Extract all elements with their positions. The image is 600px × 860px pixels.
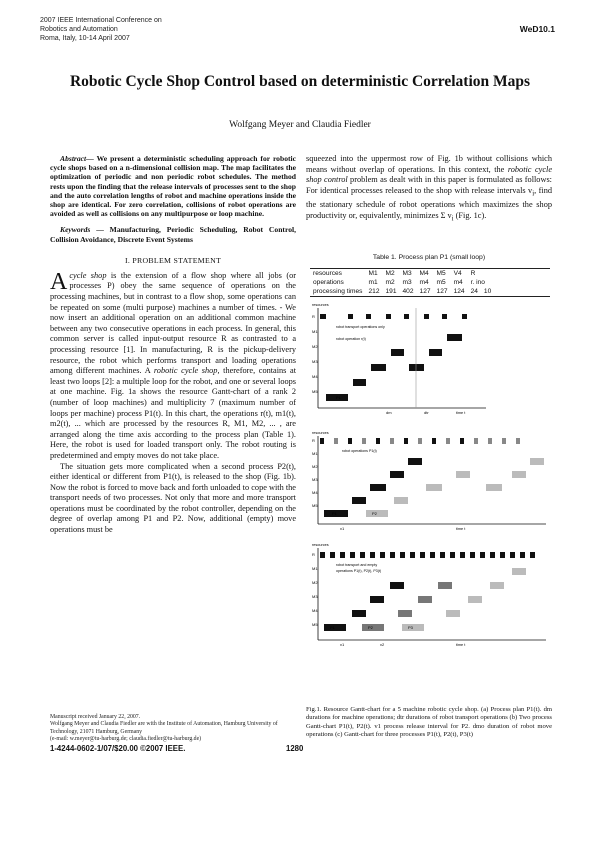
gantt-bar [420,552,425,558]
axis-y-label: resources [312,303,329,307]
table-cell: 212 [368,288,380,295]
table-cell: r. ino [470,279,485,286]
gantt-bar [408,458,422,465]
row-label-r: R [312,438,315,443]
panel-a-label-dm: dm [386,410,392,415]
panel-c-label-v2: v2 [380,642,385,647]
gantt-bar [490,582,504,589]
gantt-bar [324,624,346,631]
table-cell: m4 [419,279,429,286]
row-label-m2: M2 [312,344,318,349]
gantt-bar [432,438,436,444]
gantt-bar [390,552,395,558]
row-label-r: R [312,552,315,557]
keywords-label: Keywords [60,225,91,235]
table-cell: R [470,270,476,277]
table-cell: V4 [453,270,462,277]
figure-caption: Fig.1. Resource Gantt-chart for a 5 machine robotic cycle shop. (a) Process plan P1(t). dm durations for machine operations; dtr durations of robot transport operations (b) Two process Gantt-chart P1(t), P2(t). v1 process release interval for P2. dmo duration of robot move operations (c) Gantt-chart for three processes P1(t), P2(t), P3(t) [306,706,552,739]
panel-c-label-v1: v1 [340,642,345,647]
gantt-bar [512,568,526,575]
table-cell: 127 [436,288,448,295]
axis-x-label: time t [456,643,466,647]
gantt-bar [391,349,404,356]
gantt-bar [530,552,535,558]
table-cell: 402 [402,288,414,295]
footnotes [50,714,296,744]
gantt-bar [409,364,424,371]
row-label-m1: M1 [312,329,318,334]
gantt-bar [470,552,475,558]
panel-c-note-2: operations P1(t), P2(t), P3(t) [336,569,382,573]
row-labels-a [312,314,318,394]
page-number: 1280 [286,744,304,753]
row-labels-c [312,552,318,627]
right-paragraph [306,154,552,225]
gantt-bar [447,334,462,341]
panel-c-note-1: robot transport and empty [336,563,378,567]
panel-b-label-p2: P2 [372,511,377,516]
gantt-panel-a [312,303,486,415]
keywords [50,225,296,243]
gantt-bar [370,484,386,491]
robot-row-c [320,552,535,558]
table-cell: m2 [385,279,395,286]
gantt-bar [510,552,515,558]
footnote-affiliation: Wolfgang Meyer and Claudia Fiedler are with the Institute of Automation, Hamburg University of Technology, 21071 Hamburg, Germany [50,721,278,735]
gantt-bar [370,552,375,558]
row-label-m4: M4 [312,490,318,495]
table-row [310,287,494,296]
table-cell: 191 [385,288,397,295]
table-cell: M2 [385,270,395,277]
table-row [310,278,494,287]
panel-b-label-v1: v1 [340,526,345,531]
gantt-bar [366,510,388,517]
gantt-bar [500,552,505,558]
axis-x-label: time t [456,411,466,415]
right-column [306,154,552,225]
gantt-bar [320,314,326,319]
row-label-m4: M4 [312,608,318,613]
paper-title: Robotic Cycle Shop Control based on deterministic Correlation Maps [69,73,531,90]
row-label-m2: M2 [312,464,318,469]
gantt-bar [410,552,415,558]
gantt-bar [330,552,335,558]
row-label-m1: M1 [312,451,318,456]
footnote-received: Manuscript received January 22, 2007. [50,714,141,720]
paper-authors: Wolfgang Meyer and Claudia Fiedler [229,120,371,130]
gantt-bar [486,484,502,491]
gantt-bar [440,552,445,558]
gantt-bar [360,552,365,558]
axis-x-label: time t [456,527,466,531]
panel-a-note-2: robot operation r(t) [336,337,366,341]
subscript: i [532,190,535,198]
row-label-m3: M3 [312,477,318,482]
conference-header [40,16,162,43]
panel-b-label-p1: P1 [332,511,337,516]
panel-c-label-p1: P1 [330,625,335,630]
table-row [310,269,494,278]
process-plan-table [310,268,550,297]
gantt-bar [426,484,442,491]
section1-paragraph-1 [50,268,296,462]
table-cell: M5 [436,270,446,277]
table-cell: M1 [368,270,378,277]
gantt-bar [468,596,482,603]
abstract-text: — We present a deterministic scheduling approach for robotic cycle shops based on a n-dimensional collision map. The map facilitates the optimization of periodic and non periodic robot schedules. The method rests upon the finding that the release intervals of processes sent to the shop and the auto correlation lengths of robot and machine operations inside the shop are identical. For zero correlation, collisions of robot operations are avoided as well as collisions on any multipurpose or loop machine. [50,154,296,219]
panel-c-label-p3: P3 [408,625,413,630]
gantt-bar [404,438,408,444]
axis-y-label: resources [312,543,329,547]
gantt-bar [390,582,404,589]
robotic-cycle-shop-term: robotic cycle shop [153,366,218,376]
table-cell: 10 [483,288,492,295]
paragraph-text: , therefore, contains at least two loops [2]: a multiple loop for the robot, and one or several loops at one machine. Fig. 1a shows the resource Gantt-chart of a rank 2 (number of loop machines) and multiplicity 7 (maximum number of loops per machine) process P1(t). In this chart, the operations r(t), m1(t), m2(t), ... which are processed by the resources R, M1, M2, ... , are arranged along the time axis according to the process plan (Table 1). Here, the robot is used for loaded transport only. The robot routing is predetermined and empty moves do not take place. [50,366,296,460]
panel-b-note: robot operations P1(t) [342,449,377,453]
gantt-bar [429,349,442,356]
gantt-bar [456,471,470,478]
abstract-label: Abstract [60,154,87,163]
gantt-bar [386,314,391,319]
paragraph-text: problem as dealt with in this paper is formulated as follows: For identical processes released to the shop with release intervals v [306,175,552,195]
gantt-bar [390,471,404,478]
table-cell: m5 [436,279,446,286]
table-cell: 24 [470,288,478,295]
gantt-bar [490,552,495,558]
panel-c-label-p2: P2 [368,625,373,630]
table-cell: operations [313,279,344,286]
section-heading: I. PROBLEM STATEMENT [124,255,222,265]
footnote-email: (e-mail: w.meyer@tu-harburg.de; claudia.fiedler@tu-harburg.de) [50,736,202,743]
gantt-bar [394,497,408,504]
row-label-m3: M3 [312,359,318,364]
gantt-bar [362,438,366,444]
gantt-bar [362,624,384,631]
gantt-bar [371,364,386,371]
gantt-bar [404,314,409,319]
gantt-bar [398,610,412,617]
row-label-m5: M5 [312,389,318,394]
table-cell: m3 [402,279,412,286]
gantt-bar [320,552,325,558]
gantt-bar [516,438,520,444]
table-cell: m1 [368,279,378,286]
conference-line-1: 2007 IEEE International Conference on [40,17,162,24]
gantt-bar [450,552,455,558]
gantt-bar [352,497,366,504]
panel-a-label-p1: P1 [336,395,341,400]
footer-isbn: 1-4244-0602-1/07/$20.00 ©2007 IEEE. [50,744,186,753]
gantt-bar [520,552,525,558]
row-label-m1: M1 [312,566,318,571]
table-cell: m4 [453,279,463,286]
gantt-bar [350,552,355,558]
table-cell: processing times [313,288,363,295]
gantt-bar [438,582,452,589]
gantt-bar [442,314,447,319]
gantt-bar [512,471,526,478]
table-caption: Table 1. Process plan P1 (small loop) [372,254,486,261]
gantt-bar [446,438,450,444]
gantt-bar [480,552,485,558]
row-label-m2: M2 [312,580,318,585]
drop-cap: A [50,268,68,295]
control-problem-term: robotic cycle shop control [306,164,553,185]
gantt-bar [366,314,371,319]
left-column [50,154,296,536]
panel-a-note-1: robot transport operations only [336,325,385,329]
row-label-r: R [312,314,315,319]
table-cell: 127 [419,288,431,295]
gantt-bar [446,610,460,617]
row-label-m3: M3 [312,594,318,599]
table-cell: 124 [453,288,465,295]
paragraph-text: is the extension of a flow shop where all jobs (or processes P) obey the same sequence of operations on the processing machines, but in contrast to a flow shop, some operations can be repeated on some (multi purpose) machines a number of times. - We now insert an additional operation on an additional common machine between any two consecutive operations in each process. In general, this common server is called input-output resource R as contrasted to a processing resource [1]. In manufacturing, R is the pickup-delivery resource, the robot which performs transport and loading operations among different machines. A [50,270,296,376]
gantt-figure [306,300,552,860]
gantt-bar [474,438,478,444]
gantt-bar [334,438,338,444]
gantt-bar [460,552,465,558]
table-cell: resources [313,270,342,277]
gantt-bar [353,379,366,386]
cycle-shop-term: cycle shop [69,270,107,280]
robot-row-b [320,438,520,444]
axis-y-label: resources [312,431,329,435]
gantt-bar [530,458,544,465]
row-label-m5: M5 [312,622,318,627]
gantt-bar [488,438,492,444]
table-cell: M3 [402,270,412,277]
gantt-bar [418,596,432,603]
gantt-bar [460,438,464,444]
panel-a-label-dtr: dtr [424,410,429,415]
gantt-bar [430,552,435,558]
paragraph-text: (Fig. 1c). [453,210,487,220]
gantt-bar [502,438,506,444]
gantt-bar [370,596,384,603]
conference-line-3: Roma, Italy, 10-14 April 2007 [40,35,130,42]
table-cell: M4 [419,270,429,277]
gantt-panel-c [312,543,546,647]
gantt-bar [424,314,429,319]
gantt-bar [376,438,380,444]
gantt-bar [348,438,352,444]
gantt-panel-b [312,431,546,531]
gantt-bar [462,314,467,319]
table-cell [481,269,494,278]
row-label-m5: M5 [312,503,318,508]
subscript: i [451,215,454,223]
abstract [50,154,296,218]
gantt-bar [352,610,366,617]
gantt-bar [380,552,385,558]
gantt-bar [340,552,345,558]
gantt-bar [402,624,424,631]
gantt-bar [390,438,394,444]
section1-paragraph-2: The situation gets more complicated when a second process P2(t), either identical or different from P1(t), is released to the shop (Fig. 1b). Now the robot is forced to move back and forth unloaded to cope with the transport needs of two processes. Not only that more and more transport operations must be coordinated by the robot controller, depending on the degree of overlap among P1 and P2. Now, additional (empty) move operations must be [50,461,296,535]
session-code: WeD10.1 [519,24,555,34]
row-label-m4: M4 [312,374,318,379]
process-plan-table-body [310,269,494,296]
row-labels-b [312,438,318,508]
paragraph-text: , find the stationary schedule of robot operations which maximizes the shop productivity or, equivalently, minimizes Σ v [306,185,553,220]
gantt-bar [400,552,405,558]
gantt-bar [320,438,324,444]
gantt-bar [418,438,422,444]
conference-line-2: Robotics and Automation [40,26,118,33]
keywords-text: — Manufacturing, Periodic Scheduling, Robot Control, Collision Avoidance, Discrete Event Systems [50,225,296,244]
gantt-bar [348,314,353,319]
paragraph-text: squeezed into the uppermost row of Fig. 1b without collisions which means without overlap of operations. In this context, the [306,154,552,174]
